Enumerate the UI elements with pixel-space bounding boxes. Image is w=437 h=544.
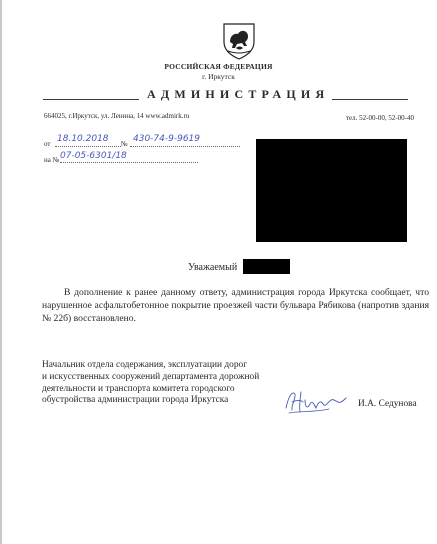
outgoing-number: 430-74-9-9619 [133, 134, 201, 144]
page-edge [0, 0, 2, 544]
signer-name: И.А. Седунова [358, 399, 417, 409]
letter-body: В дополнение к ранее данному ответу, администрация города Иркутска сообщает, что нарушенное асфальтобетонное покрытие проезжей части бульвара Рябикова (напротив здания № 22б) восстановлено. [42, 287, 429, 324]
redacted-name [243, 259, 290, 274]
position-line: Начальник отдела содержания, эксплуатации дорог [42, 360, 248, 370]
position-line: и искусственных сооружений департамента дорожной [42, 371, 260, 382]
header-rule-right [332, 99, 408, 100]
reply-number: 07-05-6301/18 [60, 151, 127, 161]
position-line: деятельности и транспорта комитета городского [42, 383, 235, 394]
organization-phone: тел. 52-00-00, 52-00-40 [346, 114, 414, 122]
coat-of-arms-icon [222, 22, 256, 60]
salutation: Уважаемый [188, 262, 238, 273]
date-prefix: от [44, 140, 51, 148]
date-underline [55, 146, 121, 147]
outgoing-date: 18.10.2018 [57, 134, 109, 144]
handwritten-signature [283, 388, 347, 416]
reply-prefix: на № [44, 156, 60, 164]
number-prefix: № [121, 140, 128, 148]
organization-address: 664025, г.Иркутск, ул. Ленина, 14 www.admirk.ru [44, 112, 190, 120]
reply-underline [60, 162, 198, 163]
city-name: г. Иркутск [202, 72, 235, 81]
country-name: РОССИЙСКАЯ ФЕДЕРАЦИЯ [164, 62, 273, 71]
header-rule-left [43, 99, 139, 100]
position-line: обустройства администрации города Иркутска [42, 395, 229, 406]
organization-title: АДМИНИСТРАЦИЯ [147, 87, 330, 101]
redacted-addressee [256, 139, 407, 242]
signatory-position [42, 360, 300, 407]
number-underline [130, 146, 240, 147]
